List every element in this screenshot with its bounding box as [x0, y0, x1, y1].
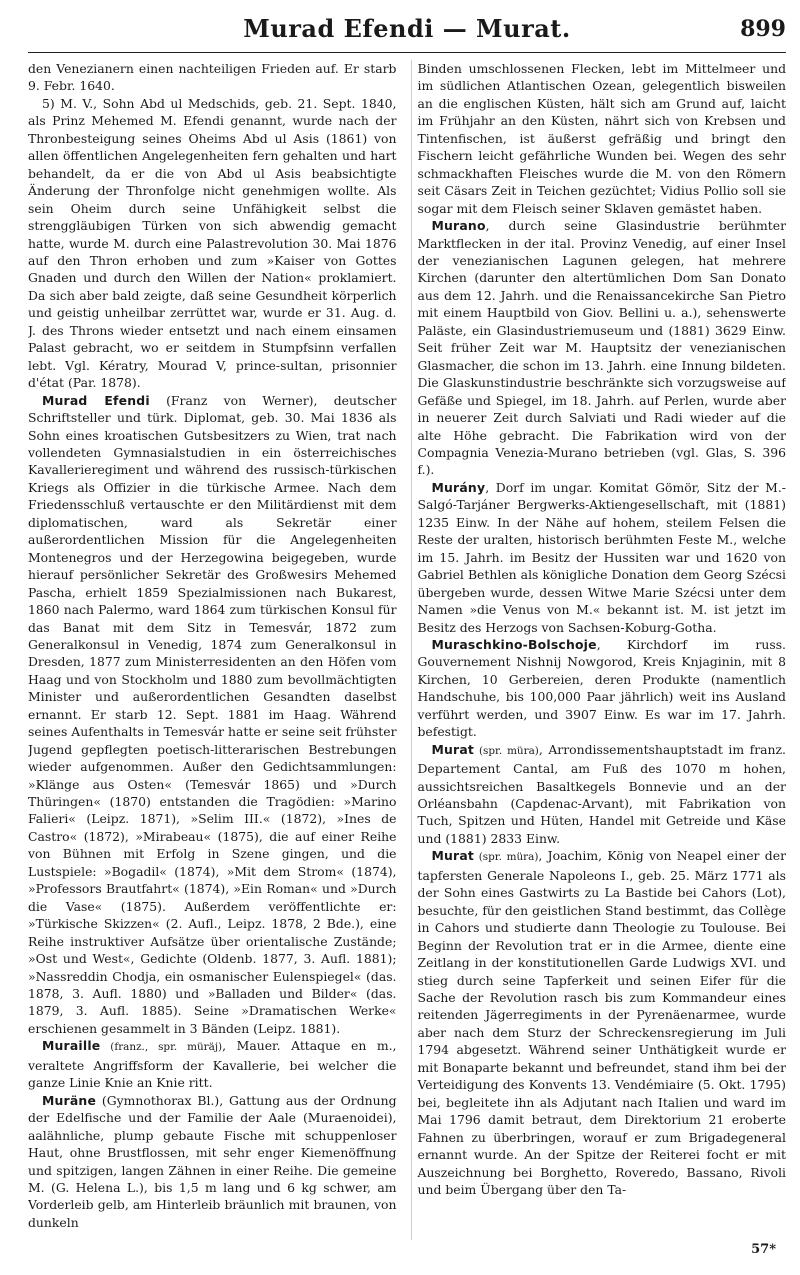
entry-text: , Arrondissementshauptstadt im franz. Departement Cantal, am Fuß des 1070 m hohen, aussichtsreichen Basaltkegels Bonnevie und an der Orléansbahn (Capdenac-Arvant), mit Fabrikation von Tuch, Spitzen und Hüten, Handel mit Getreide und Käse und (1881) 2833 Einw. [417, 741, 786, 846]
article-entry [418, 847, 787, 1198]
text-columns [28, 60, 786, 1240]
headword: Murány [431, 479, 486, 495]
article-entry [28, 95, 397, 392]
entry-text: , Dorf im ungar. Komitat Gömör, Sitz der M.-Salgó-Tarjáner Bergwerks-Aktiengesellschaft, mit (1881) 1235 Einw. In der Nähe auf hohem, steilem Felsen die Reste der uralten, historisch berühmten Feste M., welche im 15. Jahrh. im Besitz der Hussiten war und 1620 von Gabriel Bethlen als königliche Donation dem Georg Szécsi übergeben wurde, dessen Witwe Marie Szécsi unter dem Namen »die Venus von M.« bekannt ist. M. ist jetzt im Besitz des Herzogs von Sachsen-Koburg-Gotha. [417, 479, 786, 635]
article-entry [28, 1092, 397, 1232]
pronunciation: (spr. müra) [474, 744, 539, 757]
entry-text: den Venezianern einen nachteiligen Frieden auf. Er starb 9. Febr. 1640. [28, 61, 397, 94]
left-column [28, 60, 397, 1240]
entry-text: , durch seine Glasindustrie berühmter Marktflecken in der ital. Provinz Venedig, auf einer Insel der venezianischen Lagunen gelegen, hat mehrere Kirchen (darunter den altertümlichen Dom San Donato aus dem 12. Jahrh. und die Renaissancekirche San Pietro mit einem Hauptbild von Giov. Bellini u. a.), sehenswerte Paläste, ein Glasindustriemuseum und (1881) 3629 Einw. Seit früher Zeit war M. Hauptsitz der venezianischen Glasmacher, die schon im 13. Jahrh. eine Innung bildeten. Die Glaskunstindustrie beschränkte sich vorzugsweise auf Gefäße und Spiegel, im 18. Jahrh. auf Perlen, wurde aber in neuerer Zeit durch Salviati und Radi wieder auf die alte Höhe gebracht. Die Fabrikation wird von der Compagnia Venezia-Murano betrieben (vgl. Glas, S. 396 f.). [417, 218, 786, 478]
headword: Muräne [42, 1092, 97, 1108]
article-entry [28, 392, 397, 1038]
article-entry [418, 479, 787, 636]
running-title: Murad Efendi — Murat. [243, 14, 571, 43]
headword: Muraschkino-Bolschoje [431, 636, 597, 652]
page-header [28, 12, 786, 53]
entry-text: , Kirchdorf im russ. Gouvernement Nishnij Nowgorod, Kreis Knjaginin, mit 8 Kirchen, 10 Gerbereien, deren Produkte (namentlich Handschuhe, bis 100,000 Paar jährlich) weit ins Ausland verführt werden, und 3907 Einw. Es war im 17. Jahrh. befestigt. [417, 636, 786, 740]
pronunciation: (spr. müra) [474, 851, 539, 864]
headword: Murad Efendi [42, 392, 150, 408]
pronunciation: (franz., spr. müräj) [100, 1041, 223, 1054]
article-entry [28, 1037, 397, 1091]
entry-text: Binden umschlossenen Flecken, lebt im Mittelmeer und im südlichen Atlantischen Ozean, gelegentlich bisweilen an die englischen Küsten, hält sich am Grund auf, laicht im Frühjahr an den Küsten, nährt sich von Krebsen und Tintenfischen, ist äußerst gefräßig und bringt den Fischern leicht gefährliche Wunden bei. Wegen des sehr schmackhaften Fleisches wurde die M. von den Römern seit Cäsars Zeit in Teichen gezüchtet; Vidius Pollio soll sie sogar mit dem Fleisch seiner Sklaven gemästet haben. [417, 61, 786, 216]
headword: Murat [431, 848, 475, 864]
right-column [411, 60, 787, 1240]
article-entry [28, 60, 397, 95]
article-entry [418, 60, 787, 217]
article-entry [418, 217, 787, 479]
headword: Murano [431, 218, 486, 234]
headword: Murat [431, 741, 475, 757]
entry-text: , Joachim, König von Neapel einer der tapfersten Generale Napoleons I., geb. 25. März 1771 als der Sohn eines Gastwirts zu La Bastide bei Cahors (Lot), besuchte, für den geistlichen Stand bestimmt, das Collège in Cahors und studierte dann Theologie zu Toulouse. Bei Beginn der Revolution trat er in die Armee, diente eine Zeitlang in der konstitutionellen Garde Ludwigs XVI. und stieg durch seine Tapferkeit und seinen Eifer für die Sache der Revolution rasch bis zum Kommandeur eines reitenden Jägerregiments in der Pyrenäenarmee, wurde aber nach dem Sturz der Schreckensregierung im Juli 1794 abgesetzt. Während seiner Unthätigkeit wurde er mit Bonaparte bekannt und befreundet, stand ihm bei der Verteidigung des Konvents 13. Vendémiaire (5. Okt. 1795) bei, begleitete ihn als Adjutant nach Italien und ward im Mai 1796 damit betraut, dem Direktorium 21 eroberte Fahnen zu überbringen, worauf er zum Brigadegeneral ernannt wurde. An der Spitze der Reiterei focht er mit Auszeichnung bei Borghetto, Roveredo, Bassano, Rivoli und beim Übergang über den Ta- [417, 848, 786, 1197]
article-entry [418, 741, 787, 848]
signature-mark: 57* [751, 1242, 776, 1257]
page-number: 899 [740, 16, 786, 42]
entry-text: (Franz von Werner), deutscher Schriftsteller und türk. Diplomat, geb. 30. Mai 1836 als Sohn eines kroatischen Gutsbesitzers zu Wien, trat nach vollendeten Gymnasialstudien in ein österreichisches Kavallerieregiment und während des russisch-türkischen Kriegs als Offizier in die türkische Armee. Nach dem Friedensschluß vertauschte er den Militärdienst mit dem diplomatischen, ward als Sekretär einer außerordentlichen Mission für die Angelegenheiten Montenegros und der Herzegowina beigegeben, wurde hierauf persönlicher Sekretär des Großwesirs Mehemed Pascha, erhielt 1859 Spezialmissionen nach Bukarest, 1860 nach Palermo, ward 1864 zum türkischen Konsul für das Banat mit dem Sitz in Temesvár, 1872 zum Generalkonsul in Venedig, 1874 zum Generalkonsul in Dresden, 1877 zum Ministerresidenten an den Höfen vom Haag und von Stockholm und 1880 zum bevollmächtigten Minister und außerordentlichen Gesandten daselbst ernannt. Er starb 12. Sept. 1881 im Haag. Während seines Aufenthalts in Temesvár hatte er seine seit frühster Jugend gepflegten poetisch-litterarischen Bestrebungen wieder aufgenommen. Außer den Gedichtsammlungen: »Klänge aus Osten« (Temesvár 1865) und »Durch Thüringen« (1870) entstanden die Tragödien: »Marino Falieri« (Leipz. 1871), »Selim III.« (1872), »Ines de Castro« (1872), »Mirabeau« (1875), die auf einer Reihe von Bühnen mit Erfolg in Szene gingen, und die Lustspiele: »Bogadil« (1874), »Mit dem Strom« (1874), »Professors Brautfahrt« (1874), »Ein Roman« und »Durch die Vase« (1875). Außerdem veröffentlichte er: »Türkische Skizzen« (2. Aufl., Leipz. 1878, 2 Bde.), eine Reihe instruktiver Aufsätze über orientalische Zustände; »Ost und West«, Gedichte (Oldenb. 1877, 3. Aufl. 1881); »Nassreddin Chodja, ein osmanischer Eulenspiegel« (das. 1878, 3. Aufl. 1880) und »Balladen und Bilder« (das. 1879, 3. Aufl. 1885). Seine »Dramatischen Werke« erschienen gesammelt in 3 Bänden (Leipz. 1881). [28, 392, 397, 1036]
headword: Muraille [42, 1038, 101, 1054]
article-entry [418, 636, 787, 741]
entry-text: , Mauer. Attaque en m., veraltete Angriffsform der Kavallerie, bei welcher die ganze Linie Knie an Knie ritt. [28, 1038, 397, 1091]
entry-text: (Gymnothorax Bl.), Gattung aus der Ordnung der Edelfische und der Familie der Aale (Muraenoidei), aalähnliche, plump gebaute Fische mit schuppenloser Haut, ohne Brustflossen, mit sehr enger Kiemenöffnung und spitzigen, langen Zähnen in einer Reihe. Die gemeine M. (G. Helena L.), bis 1,5 m lang und 6 kg schwer, am Vorderleib gelb, am Hinterleib bräunlich mit braunen, von dunkeln [28, 1092, 397, 1230]
entry-text: 5) M. V., Sohn Abd ul Medschids, geb. 21. Sept. 1840, als Prinz Mehemed M. Efendi genannt, wurde nach der Thronbesteigung seines Oheims Abd ul Asis (1861) von allen öffentlichen Angelegenheiten fern gehalten und hart behandelt, da er die von Abd ul Asis beabsichtigte Änderung der Thronfolge nicht genehmigen wollte. Als sein Oheim durch seine Unfähigkeit selbst die strenggläubigen Türken von sich abwendig gemacht hatte, wurde M. durch eine Palastrevolution 30. Mai 1876 auf den Thron erhoben und zum »Kaiser von Gottes Gnaden und durch den Willen der Nation« proklamiert. Da sich aber bald zeigte, daß seine Gesundheit körperlich und geistig unheilbar zerrüttet war, wurde er 31. Aug. d. J. des Throns wieder entsetzt und nach einem einsamen Palast gebracht, wo er seitdem in Stumpfsinn verfallen lebt. Vgl. Kératry, Mourad V, prince-sultan, prisonnier d'état (Par. 1878). [28, 95, 397, 391]
